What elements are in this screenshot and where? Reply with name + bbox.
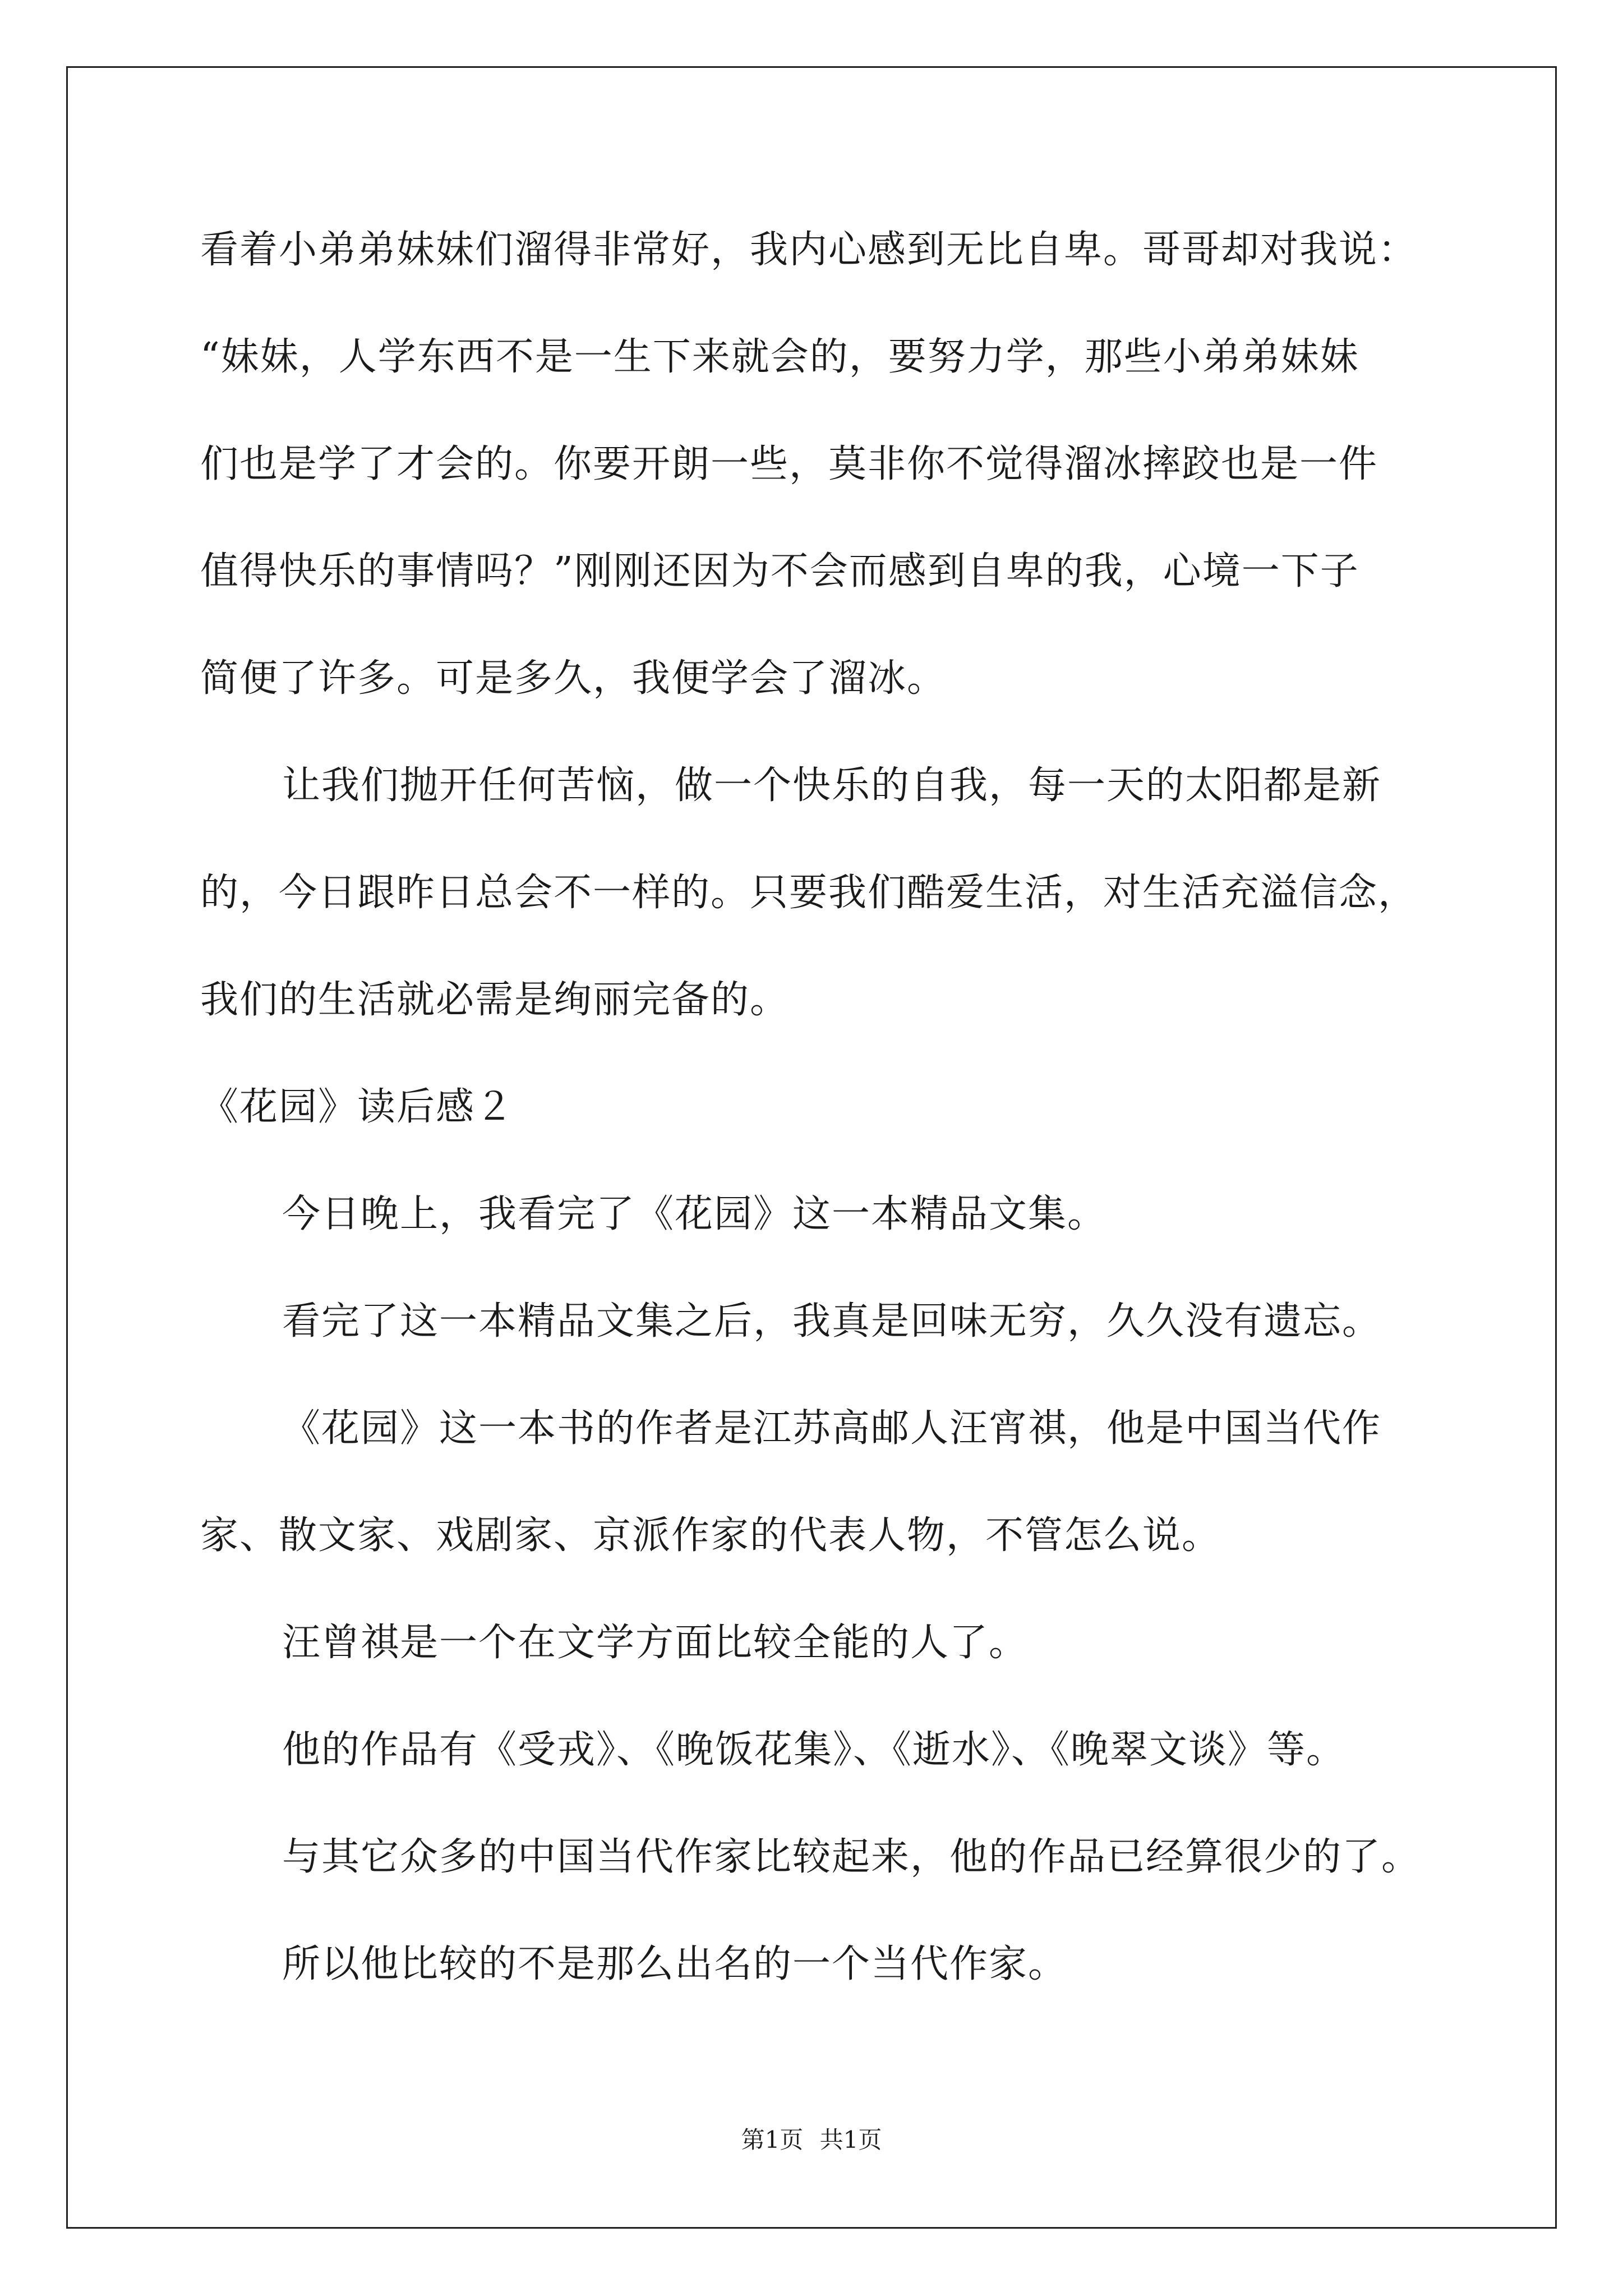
page-border [66,66,1557,2229]
page-number: 第1页 [741,2126,804,2154]
text-line: 我们的生活就必需是绚丽完备的。 [200,978,790,1022]
text-line: 们也是学了才会的。你要开朗一些，莫非你不觉得溜冰摔跤也是一件 [200,442,1378,486]
text-line: 家、散文家、戏剧家、京派作家的代表人物，不管怎么说。 [200,1513,1221,1558]
text-line: 他的作品有《受戎》、《晚饭花集》、《逝水》、《晚翠文谈》等。 [282,1728,1346,1772]
section-heading: 《花园》读后感２ [200,1085,515,1129]
text-line: 《花园》这一本书的作者是江苏高邮人汪宵祺，他是中国当代作 [282,1406,1382,1451]
text-line: 简便了许多。可是多久，我便学会了溜冰。 [200,656,947,701]
text-line: 今日晚上，我看完了《花园》这一本精品文集。 [282,1192,1107,1236]
text-line: 汪曾祺是一个在文学方面比较全能的人了。 [282,1621,1029,1665]
page-total: 共1页 [819,2126,882,2154]
page-footer [0,2126,1623,2154]
text-line: 看着小弟弟妹妹们溜得非常好，我内心感到无比自卑。哥哥却对我说： [200,228,1418,272]
text-line: 的，今日跟昨日总会不一样的。只要我们酷爱生活，对生活充溢信念， [200,871,1418,915]
text-line: 与其它众多的中国当代作家比较起来，他的作品已经算很少的了。 [282,1835,1421,1879]
text-line: 值得快乐的事情吗？”刚刚还因为不会而感到自卑的我，心境一下子 [200,549,1359,593]
text-line: 所以他比较的不是那么出名的一个当代作家。 [282,1942,1068,1986]
text-line: 看完了这一本精品文集之后，我真是回味无穷，久久没有遗忘。 [282,1299,1382,1343]
text-line: 让我们抛开任何苦恼，做一个快乐的自我，每一天的太阳都是新 [282,763,1382,808]
text-line: “妹妹，人学东西不是一生下来就会的，要努力学，那些小弟弟妹妹 [200,335,1359,379]
